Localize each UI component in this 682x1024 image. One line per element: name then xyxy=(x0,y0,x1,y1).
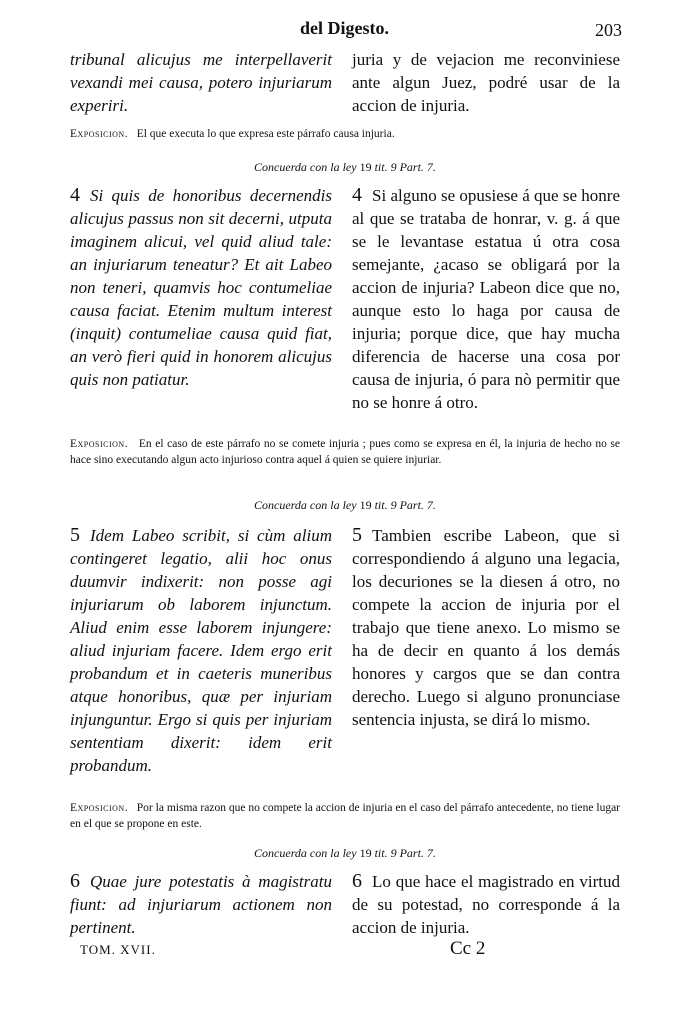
paragraph-4 xyxy=(70,184,620,414)
signature-mark: Cc 2 xyxy=(450,938,486,959)
paragraph-number: 6 xyxy=(70,870,80,892)
latin-text xyxy=(70,184,332,414)
latin-text xyxy=(70,870,332,939)
concordance-text: Concuerda con la ley xyxy=(254,160,357,174)
spanish-text xyxy=(352,870,620,939)
running-title: del Digesto. xyxy=(300,18,389,38)
concordance-3 xyxy=(70,846,620,861)
volume-label: TOM. XVII. xyxy=(80,942,156,957)
latin-text xyxy=(70,524,332,777)
concordance-title: tit. 9 xyxy=(374,160,397,174)
concordance-part: Part. 7. xyxy=(399,160,436,174)
spanish-body: Tambien escribe Labeon, que si correspondiendo á alguno una legacia, los decuriones se la diesen á otro, no compete la accion de injuria por el trabajo que tiene anexo. Lo mismo se ha de decir en quanto á los demás honores y cargos que se dan contra derecho. Luego si alguno pronunciase sentencia injusta, se dirá lo mismo. xyxy=(352,526,620,729)
exposicion-label: Exposicion. xyxy=(70,128,129,140)
concordance-text: Concuerda con la ley xyxy=(254,846,357,860)
concordance-1 xyxy=(70,160,620,175)
exposicion-text: El que executa lo que expresa este párrafo causa injuria. xyxy=(136,128,395,140)
latin-text: tribunal alicujus me interpellaverit vexandi mei causa, potero injuriarum experiri. xyxy=(70,50,332,115)
latin-body: Si quis de honoribus decernendis alicujus passus non sit decerni, utputa imaginem alicui, vel quid aliud tale: an injuriarum teneatur? Et ait Labeo non teneri, quamvis hoc contumeliae causa faciat. Etenim multum interest (inquit) contumeliae causa quid fiat, an verò fieri quid in honorem alicujus quis non patiatur. xyxy=(70,186,332,389)
exposicion-label: Exposicion. xyxy=(70,438,129,450)
concordance-part: Part. 7. xyxy=(399,846,436,860)
spanish-text xyxy=(352,524,620,777)
page-number: 203 xyxy=(595,20,622,40)
concordance-title: tit. 9 xyxy=(374,498,397,512)
running-head xyxy=(0,18,682,48)
concordance-2 xyxy=(70,498,620,513)
paragraph-number: 4 xyxy=(70,184,80,206)
exposicion-1 xyxy=(70,126,620,142)
concordance-text: Concuerda con la ley xyxy=(254,498,357,512)
exposicion-text: En el caso de este párrafo no se comete injuria ; pues como se expresa en él, la injuria de hecho no se hace sino executando algun acto injurioso contra aquel á quien se quiere injuriar. xyxy=(70,438,620,466)
paragraph-number: 4 xyxy=(352,184,362,206)
exposicion-2 xyxy=(70,436,620,468)
concordance-title: tit. 9 xyxy=(374,846,397,860)
exposicion-3 xyxy=(70,800,620,832)
exposicion-label: Exposicion. xyxy=(70,802,129,814)
spanish-text xyxy=(352,184,620,414)
concordance-part: Part. 7. xyxy=(399,498,436,512)
paragraph-5 xyxy=(70,524,620,777)
spanish-body: Lo que hace el magistrado en virtud de su potestad, no corresponde á la accion de injuria. xyxy=(352,872,620,937)
paragraph-6 xyxy=(70,870,620,939)
exposicion-text: Por la misma razon que no compete la accion de injuria en el caso del párrafo antecedente, no tiene lugar en el que se propone en este. xyxy=(70,802,621,830)
concordance-law-number: 19 xyxy=(359,160,372,174)
concordance-law-number: 19 xyxy=(359,846,372,860)
paragraph-number: 5 xyxy=(70,524,80,546)
paragraph-3-continuation xyxy=(70,48,620,117)
concordance-law-number: 19 xyxy=(359,498,372,512)
paragraph-number: 6 xyxy=(352,870,362,892)
spanish-body: Si alguno se opusiese á que se honre al que se trataba de honrar, v. g. á que se le levantase estatua ú otra cosa semejante, ¿acaso se obligará por la accion de injuria? Labeon dice que no, aunque esto lo haga por causa de injuria; porque dice, que hay mucha diferencia de hacerse una cosa por causa de injuria, ó para nò permitir que no se honre á otro. xyxy=(352,186,620,412)
latin-body: Quae jure potestatis à magistratu fiunt: ad injuriarum actionem non pertinent. xyxy=(70,872,332,937)
spanish-text: juria y de vejacion me reconviniese ante algun Juez, podré usar de la accion de injuria. xyxy=(352,50,620,115)
paragraph-number: 5 xyxy=(352,524,362,546)
latin-body: Idem Labeo scribit, si cùm alium contingeret legatio, alii hoc onus duumvir indixerit: non posse agi injuriarum ob laborem injunctum. Aliud enim esse laborem injungere: aliud injuriam facere. Idem ergo erit probandum et in caeteris muneribus atque honoribus, quæ per injuriam injunguntur. Ergo si quis per injuriam sententiam dixerit: idem erit probandum. xyxy=(70,526,332,775)
